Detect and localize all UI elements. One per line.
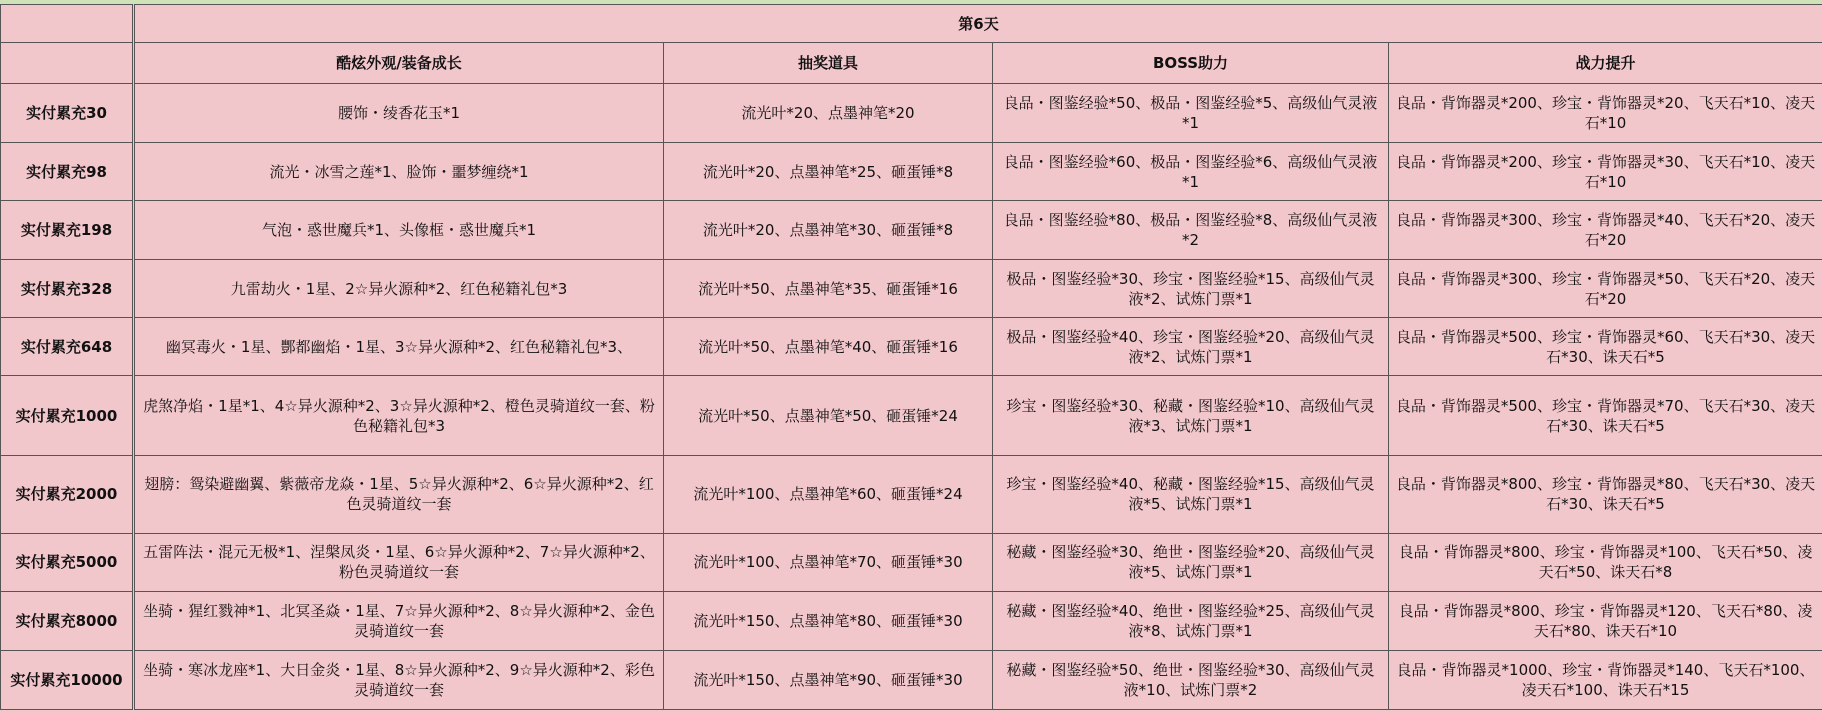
table-row: [1, 455, 1822, 533]
corner-cell: [1, 5, 134, 43]
col-header-lottery: 抽奖道具: [664, 43, 993, 84]
row-label: 实付累充648: [1, 318, 134, 376]
cell-power: 良品・背饰器灵*1000、珍宝・背饰器灵*140、飞天石*100、凌天石*100、诛天石*15: [1389, 650, 1822, 709]
header-corner-cell: [1, 43, 134, 84]
cell-appearance: 九雷劫火・1星、2☆异火源种*2、红色秘籍礼包*3: [134, 260, 664, 318]
cell-boss: 极品・图鉴经验*40、珍宝・图鉴经验*20、高级仙气灵液*2、试炼门票*1: [993, 318, 1389, 376]
cell-boss: 良品・图鉴经验*50、极品・图鉴经验*5、高级仙气灵液*1: [993, 84, 1389, 143]
row-label: 实付累充1000: [1, 376, 134, 455]
cell-power: 良品・背饰器灵*200、珍宝・背饰器灵*20、飞天石*10、凌天石*10: [1389, 84, 1822, 143]
row-label: 实付累充198: [1, 201, 134, 260]
cell-power: 良品・背饰器灵*300、珍宝・背饰器灵*50、飞天石*20、凌天石*20: [1389, 260, 1822, 318]
cell-lottery: 流光叶*150、点墨神笔*90、砸蛋锤*30: [664, 650, 993, 709]
cell-lottery: 流光叶*20、点墨神笔*25、砸蛋锤*8: [664, 143, 993, 201]
cell-appearance: 虎煞净焰・1星*1、4☆异火源种*2、3☆异火源种*2、橙色灵骑道纹一套、粉色秘籍礼包*3: [134, 376, 664, 455]
cell-power: 良品・背饰器灵*500、珍宝・背饰器灵*70、飞天石*30、凌天石*30、诛天石*5: [1389, 376, 1822, 455]
cell-power: 良品・背饰器灵*800、珍宝・背饰器灵*100、飞天石*50、凌天石*50、诛天石*8: [1389, 533, 1822, 591]
cell-lottery: 流光叶*100、点墨神笔*70、砸蛋锤*30: [664, 533, 993, 591]
cell-boss: 珍宝・图鉴经验*40、秘藏・图鉴经验*15、高级仙气灵液*5、试炼门票*1: [993, 455, 1389, 533]
table-row: [1, 533, 1822, 591]
title-row: [1, 5, 1822, 43]
cell-appearance: 坐骑・猩红戮神*1、北冥圣焱・1星、7☆异火源种*2、8☆异火源种*2、金色灵骑道纹一套: [134, 591, 664, 650]
reward-table: [0, 4, 1822, 710]
cell-appearance: 五雷阵法・混元无极*1、涅槃凤炎・1星、6☆异火源种*2、7☆异火源种*2、粉色灵骑道纹一套: [134, 533, 664, 591]
cell-boss: 良品・图鉴经验*80、极品・图鉴经验*8、高级仙气灵液*2: [993, 201, 1389, 260]
cell-power: 良品・背饰器灵*500、珍宝・背饰器灵*60、飞天石*30、凌天石*30、诛天石*5: [1389, 318, 1822, 376]
table-row: [1, 143, 1822, 201]
cell-boss: 秘藏・图鉴经验*30、绝世・图鉴经验*20、高级仙气灵液*5、试炼门票*1: [993, 533, 1389, 591]
cell-boss: 珍宝・图鉴经验*30、秘藏・图鉴经验*10、高级仙气灵液*3、试炼门票*1: [993, 376, 1389, 455]
day-title: 第6天: [134, 5, 1822, 43]
cell-power: 良品・背饰器灵*300、珍宝・背饰器灵*40、飞天石*20、凌天石*20: [1389, 201, 1822, 260]
row-label: 实付累充8000: [1, 591, 134, 650]
cell-appearance: 流光・冰雪之莲*1、脸饰・噩梦缠绕*1: [134, 143, 664, 201]
cell-boss: 良品・图鉴经验*60、极品・图鉴经验*6、高级仙气灵液*1: [993, 143, 1389, 201]
row-label: 实付累充5000: [1, 533, 134, 591]
cell-appearance: 幽冥毒火・1星、酆都幽焰・1星、3☆异火源种*2、红色秘籍礼包*3、: [134, 318, 664, 376]
cell-lottery: 流光叶*50、点墨神笔*40、砸蛋锤*16: [664, 318, 993, 376]
cell-boss: 极品・图鉴经验*30、珍宝・图鉴经验*15、高级仙气灵液*2、试炼门票*1: [993, 260, 1389, 318]
table-row: [1, 260, 1822, 318]
cell-lottery: 流光叶*50、点墨神笔*35、砸蛋锤*16: [664, 260, 993, 318]
cell-lottery: 流光叶*20、点墨神笔*30、砸蛋锤*8: [664, 201, 993, 260]
cell-appearance: 腰饰・绫香花玉*1: [134, 84, 664, 143]
table-row: [1, 376, 1822, 455]
col-header-appearance: 酷炫外观/装备成长: [134, 43, 664, 84]
cell-boss: 秘藏・图鉴经验*50、绝世・图鉴经验*30、高级仙气灵液*10、试炼门票*2: [993, 650, 1389, 709]
cell-appearance: 坐骑・寒冰龙座*1、大日金炎・1星、8☆异火源种*2、9☆异火源种*2、彩色灵骑道纹一套: [134, 650, 664, 709]
table-row: [1, 201, 1822, 260]
col-header-boss: BOSS助力: [993, 43, 1389, 84]
cell-power: 良品・背饰器灵*200、珍宝・背饰器灵*30、飞天石*10、凌天石*10: [1389, 143, 1822, 201]
row-label: 实付累充10000: [1, 650, 134, 709]
row-label: 实付累充30: [1, 84, 134, 143]
table-row: [1, 591, 1822, 650]
col-header-power: 战力提升: [1389, 43, 1822, 84]
table-row: [1, 318, 1822, 376]
cell-lottery: 流光叶*150、点墨神笔*80、砸蛋锤*30: [664, 591, 993, 650]
cell-lottery: 流光叶*100、点墨神笔*60、砸蛋锤*24: [664, 455, 993, 533]
row-label: 实付累充98: [1, 143, 134, 201]
row-label: 实付累充328: [1, 260, 134, 318]
cell-boss: 秘藏・图鉴经验*40、绝世・图鉴经验*25、高级仙气灵液*8、试炼门票*1: [993, 591, 1389, 650]
header-row: [1, 43, 1822, 84]
cell-lottery: 流光叶*20、点墨神笔*20: [664, 84, 993, 143]
row-label: 实付累充2000: [1, 455, 134, 533]
cell-appearance: 气泡・惑世魔兵*1、头像框・惑世魔兵*1: [134, 201, 664, 260]
cell-appearance: 翅膀：鸳染避幽翼、紫薇帝龙焱・1星、5☆异火源种*2、6☆异火源种*2、红色灵骑道纹一套: [134, 455, 664, 533]
cell-lottery: 流光叶*50、点墨神笔*50、砸蛋锤*24: [664, 376, 993, 455]
cell-power: 良品・背饰器灵*800、珍宝・背饰器灵*80、飞天石*30、凌天石*30、诛天石*5: [1389, 455, 1822, 533]
table-row: [1, 84, 1822, 143]
cell-power: 良品・背饰器灵*800、珍宝・背饰器灵*120、飞天石*80、凌天石*80、诛天石*10: [1389, 591, 1822, 650]
table-row: [1, 650, 1822, 709]
